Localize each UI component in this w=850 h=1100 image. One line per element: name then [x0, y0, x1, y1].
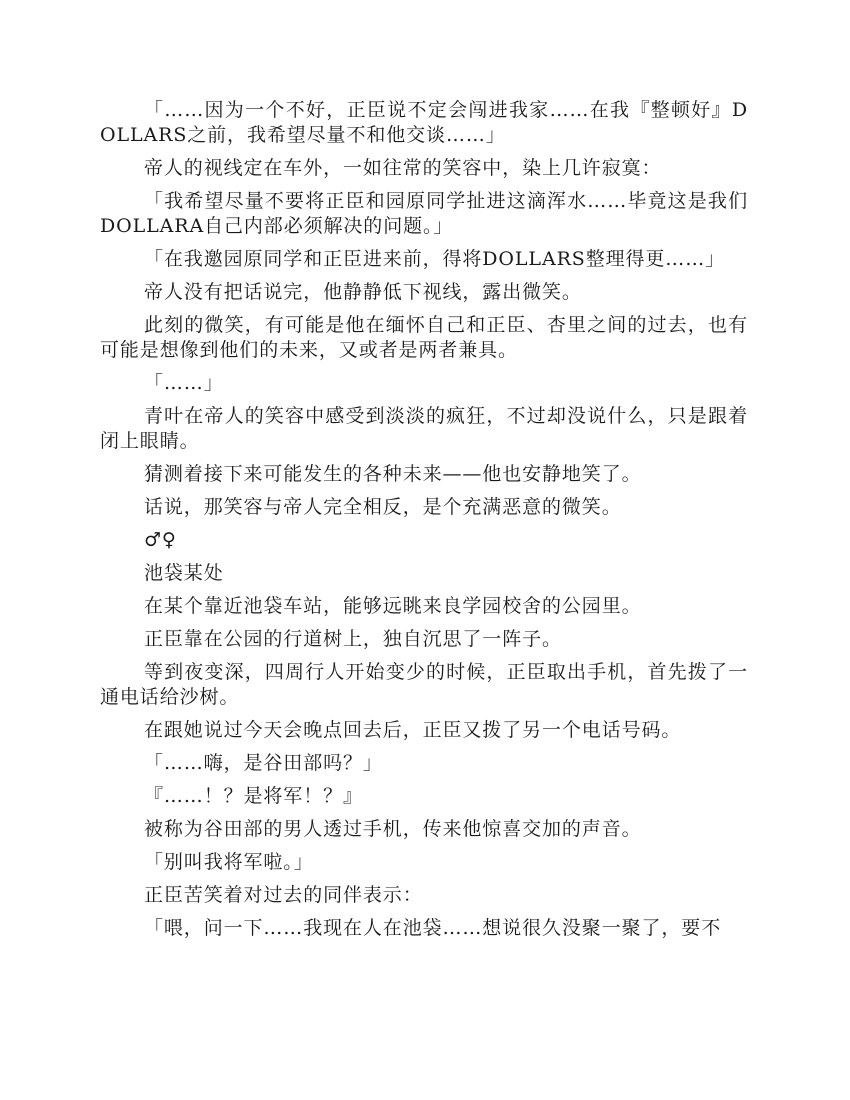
paragraph: 帝人的视线定在车外，一如往常的笑容中，染上几许寂寞： [144, 157, 662, 179]
paragraph: 「……嗨，是谷田部吗？」 [144, 752, 383, 774]
paragraph: 「喂，问一下……我现在人在池袋……想说很久没聚一聚了，要不 [144, 917, 722, 939]
paragraph: 「在我邀园原同学和正臣进来前，得将DOLLARS整理得更……」 [144, 248, 725, 270]
paragraph: 「我希望尽量不要将正臣和园原同学扯进这滴浑水……毕竟这是我们DOLLARA自己内部必须解决的问题。」 [100, 190, 748, 237]
paragraph: 此刻的微笑，有可能是他在缅怀自己和正臣、杏里之间的过去，也有可能是想像到他们的未来，又或者是两者兼具。 [100, 314, 748, 361]
paragraph: 『……！？是将军！？』 [144, 785, 363, 807]
paragraph: 猜测着接下来可能发生的各种未来——他也安静地笑了。 [144, 463, 642, 485]
paragraph: 青叶在帝人的笑容中感受到淡淡的疯狂，不过却没说什么，只是跟着闭上眼睛。 [100, 405, 748, 452]
paragraph: 正臣靠在公园的行道树上，独自沉思了一阵子。 [144, 628, 562, 650]
paragraph: 等到夜变深，四周行人开始变少的时候，正臣取出手机，首先拨了一通电话给沙树。 [100, 661, 748, 708]
paragraph: 帝人没有把话说完，他静静低下视线，露出微笑。 [144, 281, 582, 303]
paragraph: 「别叫我将军啦。」 [144, 851, 314, 873]
paragraph: 「……因为一个不好，正臣说不定会闯进我家……在我『整顿好』DOLLARS之前，我希望尽量不和他交谈……」 [100, 99, 748, 146]
scene-break-symbol: ♂♀ [144, 529, 177, 551]
paragraph: 被称为谷田部的男人透过手机，传来他惊喜交加的声音。 [144, 818, 642, 840]
paragraph: 在某个靠近池袋车站，能够远眺来良学园校舍的公园里。 [144, 595, 642, 617]
paragraph: 正臣苦笑着对过去的同伴表示： [144, 884, 423, 906]
paragraph: 在跟她说过今天会晚点回去后，正臣又拨了另一个电话号码。 [144, 719, 682, 741]
paragraph: 话说，那笑容与帝人完全相反，是个充满恶意的微笑。 [144, 496, 622, 518]
document-page [100, 98, 748, 949]
paragraph: 「……」 [144, 372, 224, 394]
location-heading: 池袋某处 [144, 562, 224, 584]
